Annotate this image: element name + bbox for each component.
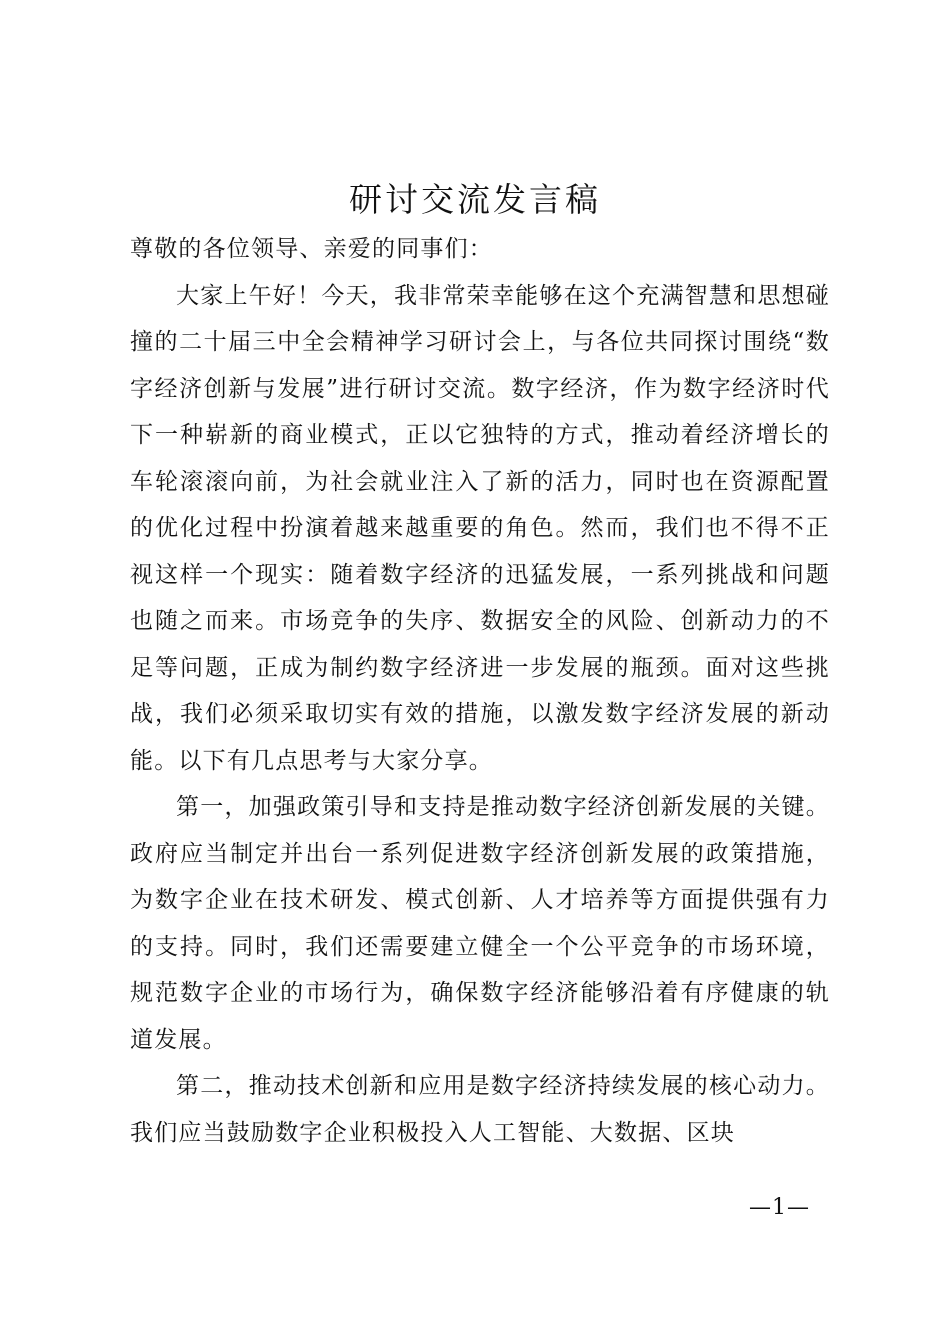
paragraph-second-point: 第二，推动技术创新和应用是数字经济持续发展的核心动力。我们应当鼓励数字企业积极投入人工智能、大数据、区块 xyxy=(130,1073,830,1146)
paragraph-first-point: 第一，加强政策引导和支持是推动数字经济创新发展的关键。政府应当制定并出台一系列促进数字经济创新发展的政策措施，为数字企业在技术研发、模式创新、人才培养等方面提供强有力的支持。同时，我们还需要建立健全一个公平竞争的市场环境，规范数字企业的市场行为，确保数字经济能够沿着有序健康的轨道发展。 xyxy=(130,794,830,1053)
page-number: —1— xyxy=(749,1195,810,1220)
document-body xyxy=(130,226,830,1156)
paragraph-opening: 大家上午好！今天，我非常荣幸能够在这个充满智慧和思想碰撞的二十届三中全会精神学习研讨会上，与各位共同探讨围绕“数字经济创新与发展”进行研讨交流。数字经济，作为数字经济时代下一种崭新的商业模式，正以它独特的方式，推动着经济增长的车轮滚滚向前，为社会就业注入了新的活力，同时也在资源配置的优化过程中扮演着越来越重要的角色。然而，我们也不得不正视这样一个现实：随着数字经济的迅猛发展，一系列挑战和问题也随之而来。市场竞争的失序、数据安全的风险、创新动力的不足等问题，正成为制约数字经济进一步发展的瓶颈。面对这些挑战，我们必须采取切实有效的措施，以激发数字经济发展的新动能。以下有几点思考与大家分享。 xyxy=(130,282,830,774)
salutation: 尊敬的各位领导、亲爱的同事们： xyxy=(130,236,493,262)
document-title: 研讨交流发言稿 xyxy=(349,180,601,219)
